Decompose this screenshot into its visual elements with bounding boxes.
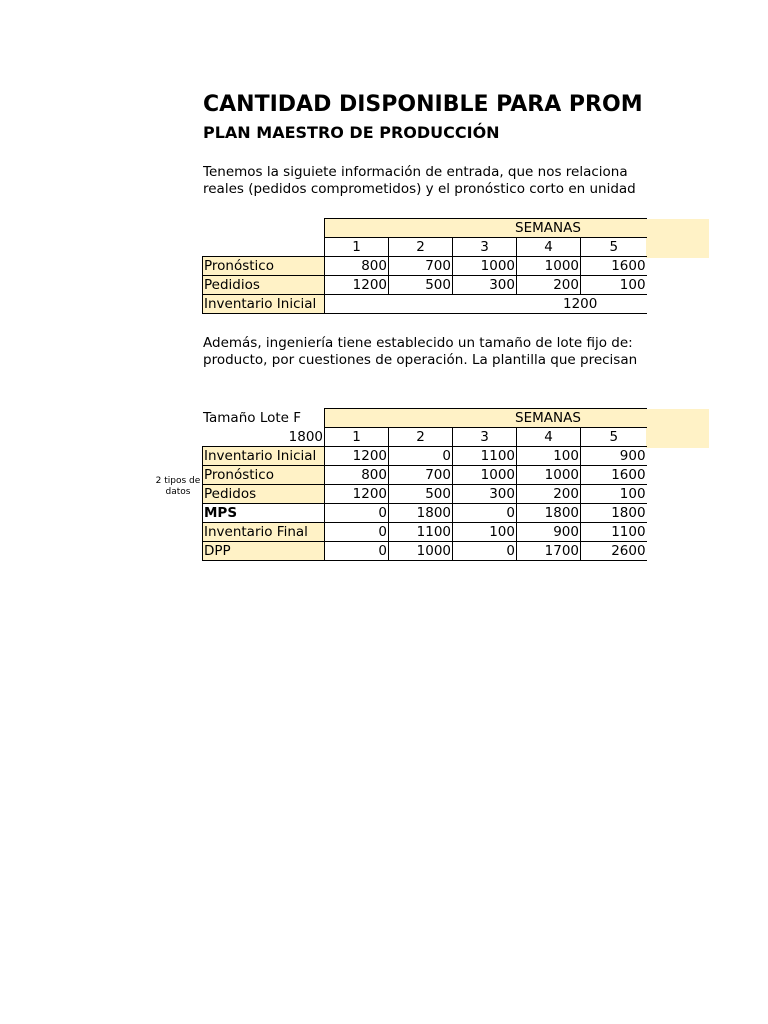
table-cell: 1000 [453, 466, 517, 485]
table-cell: 1000 [517, 257, 581, 276]
intro-line-2: reales (pedidos comprometidos) y el pronóstico corto en unidad [203, 181, 636, 197]
table2-week-4: 4 [517, 428, 581, 447]
table1-semanas-label: SEMANAS [515, 220, 581, 236]
table-cell: 1000 [389, 542, 453, 561]
table-cell: 1000 [453, 257, 517, 276]
table-cell: 100 [581, 485, 647, 504]
table1 [202, 218, 647, 314]
intro-paragraph [203, 164, 646, 198]
table1-row-label-inventario-inicial: Inventario Inicial [203, 295, 325, 314]
table1-semanas-row [203, 219, 647, 238]
table2-semanas-label: SEMANAS [515, 410, 581, 426]
table-row [203, 466, 647, 485]
table2-weeks-row [203, 428, 647, 447]
table2-week-2: 2 [389, 428, 453, 447]
table-cell: 0 [325, 542, 389, 561]
table-row [203, 542, 647, 561]
middle-paragraph [203, 335, 646, 369]
table-row [203, 257, 647, 276]
table2-semanas-row [203, 409, 647, 428]
table-cell: 900 [581, 447, 647, 466]
table2-row-label-dpp: DPP [203, 542, 325, 561]
table-cell: 300 [453, 485, 517, 504]
side-note: 2 tipos de datos [155, 476, 201, 497]
intro-line-1: Tenemos la siguiete información de entrada, que nos relaciona [203, 164, 628, 180]
table1-week-5: 5 [581, 238, 647, 257]
table2-row-label-pronostico: Pronóstico [203, 466, 325, 485]
table1-semanas-header [325, 219, 647, 238]
table2-week-3: 3 [453, 428, 517, 447]
table2-row-label-inventario-inicial: Inventario Inicial [203, 447, 325, 466]
table-cell: 800 [325, 466, 389, 485]
table1-header-fill [646, 219, 709, 258]
page-title: CANTIDAD DISPONIBLE PARA PROM [203, 92, 643, 117]
table-cell: 0 [325, 504, 389, 523]
table-cell: 100 [581, 276, 647, 295]
table-cell: 0 [453, 542, 517, 561]
table-cell: 1800 [581, 504, 647, 523]
table-cell: 1800 [389, 504, 453, 523]
table-cell: 800 [325, 257, 389, 276]
table-row [203, 523, 647, 542]
table1-week-1: 1 [325, 238, 389, 257]
table2-week-5: 5 [581, 428, 647, 447]
table2-week-1: 1 [325, 428, 389, 447]
table1-inventario-inicial-value-cell [325, 295, 647, 314]
table-cell: 900 [517, 523, 581, 542]
table-cell: 200 [517, 276, 581, 295]
lote-size-label: Tamaño Lote F [203, 410, 302, 426]
table-row [203, 485, 647, 504]
table1-week-4: 4 [517, 238, 581, 257]
table-cell: 1000 [517, 466, 581, 485]
page-subtitle: PLAN MAESTRO DE PRODUCCIÓN [203, 123, 500, 142]
table1-week-3: 3 [453, 238, 517, 257]
table-cell: 0 [325, 523, 389, 542]
table2-row-label-inventario-final: Inventario Final [203, 523, 325, 542]
table-cell: 0 [453, 504, 517, 523]
table-cell: 1200 [325, 447, 389, 466]
table1-week-2: 2 [389, 238, 453, 257]
table2-row-label-pedidos: Pedidos [203, 485, 325, 504]
table-cell: 1100 [581, 523, 647, 542]
table2-row-label-mps: MPS [203, 504, 325, 523]
table-cell: 300 [453, 276, 517, 295]
table-cell: 700 [389, 257, 453, 276]
table-cell: 1800 [517, 504, 581, 523]
table-cell: 100 [517, 447, 581, 466]
table-cell: 1100 [453, 447, 517, 466]
table1-row-label-pedidios: Pedidios [203, 276, 325, 295]
table-cell: 500 [389, 276, 453, 295]
table-row [203, 295, 647, 314]
table-row [203, 276, 647, 295]
table-cell: 1600 [581, 257, 647, 276]
table-cell: 1700 [517, 542, 581, 561]
table2-corner-empty [203, 409, 325, 428]
table2-header-fill [646, 409, 709, 448]
table2 [202, 408, 647, 561]
table-cell: 2600 [581, 542, 647, 561]
table-cell: 0 [389, 447, 453, 466]
table-cell: 1100 [389, 523, 453, 542]
table1-weeks-empty [203, 238, 325, 257]
middle-line-2: producto, por cuestiones de operación. La plantilla que precisan [203, 352, 638, 368]
table-cell: 1200 [325, 276, 389, 295]
table1-corner-empty [203, 219, 325, 238]
table2-semanas-header [325, 409, 647, 428]
table-cell: 500 [389, 485, 453, 504]
table1-weeks-row [203, 238, 647, 257]
table-cell: 1200 [325, 485, 389, 504]
table-row [203, 447, 647, 466]
table-cell: 1600 [581, 466, 647, 485]
table-row [203, 504, 647, 523]
middle-line-1: Además, ingeniería tiene establecido un tamaño de lote fijo de: [203, 335, 633, 351]
table-cell: 100 [453, 523, 517, 542]
table-cell: 200 [517, 485, 581, 504]
table1-row-label-pronostico: Pronóstico [203, 257, 325, 276]
table-cell: 700 [389, 466, 453, 485]
lote-size-value: 1800 [288, 428, 323, 445]
table1-inventario-inicial-value: 1200 [563, 296, 598, 312]
